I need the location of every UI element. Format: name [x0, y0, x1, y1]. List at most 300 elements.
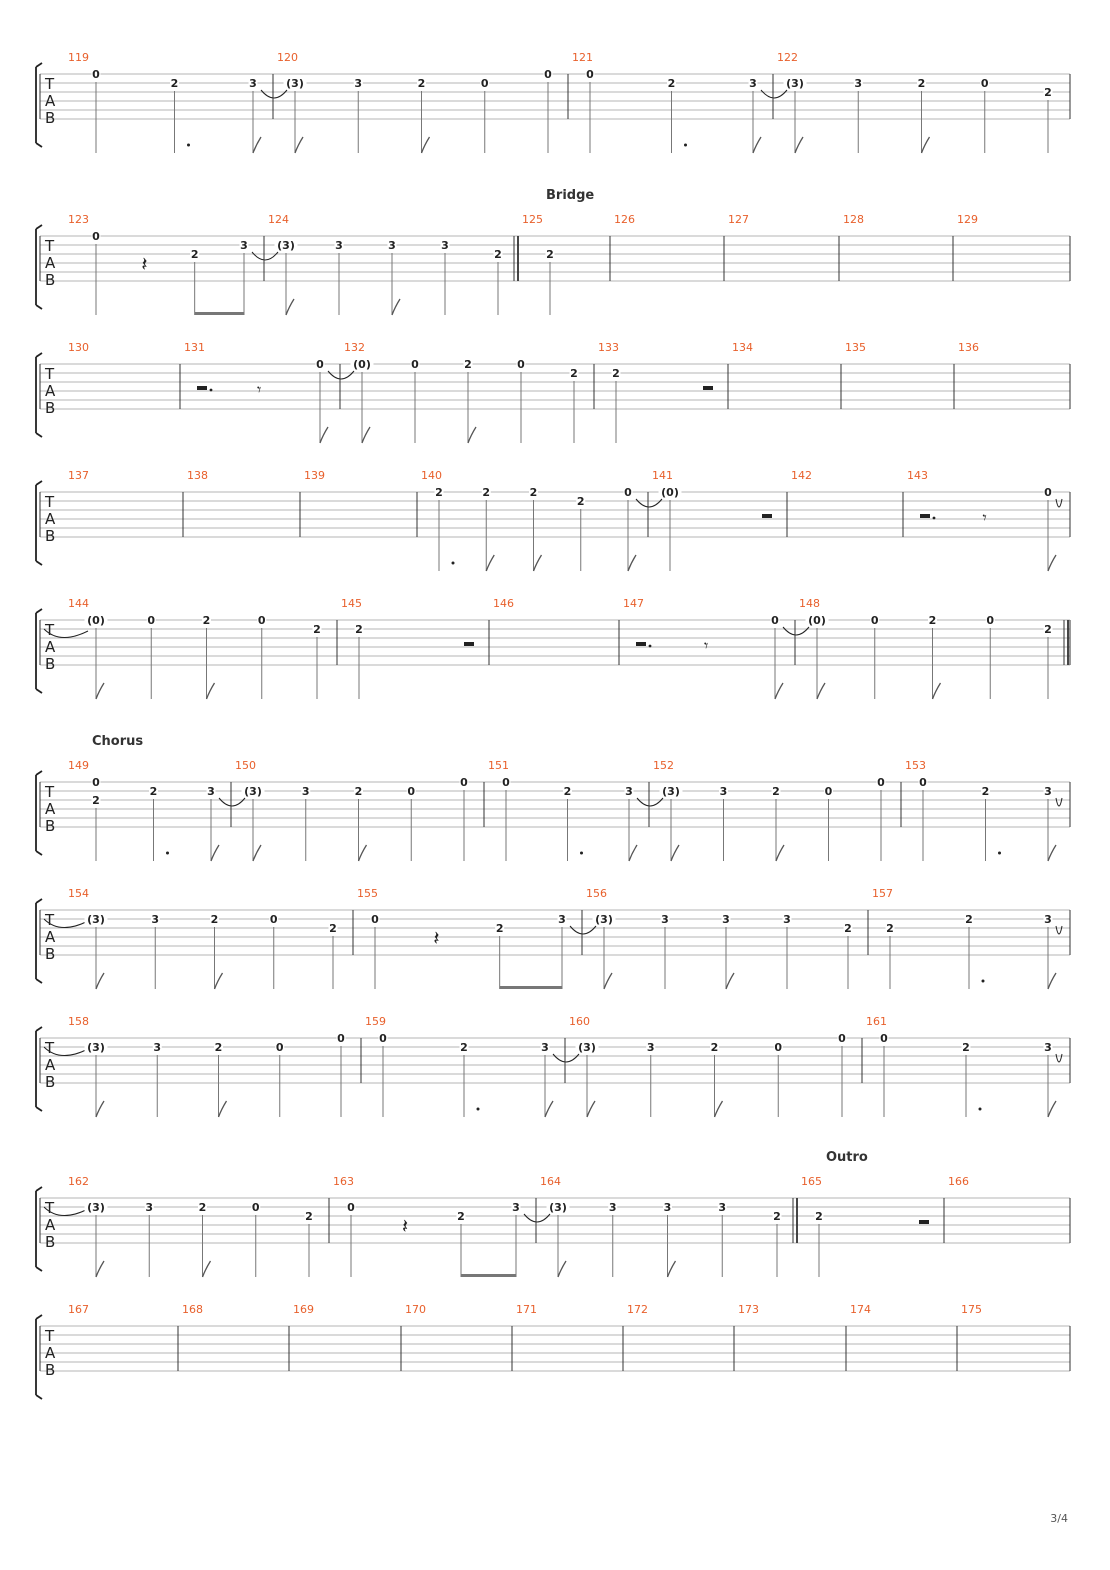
- fret-number: 2: [576, 495, 585, 508]
- fret-number: 0: [411, 358, 419, 371]
- note-flag: [211, 845, 219, 861]
- measure-number: 146: [493, 597, 514, 610]
- quarter-rest: 𝄽: [402, 1214, 409, 1238]
- note-flag: [558, 1261, 566, 1277]
- tab-system: [36, 1015, 1070, 1117]
- fret-number: 2: [917, 77, 926, 90]
- tie: [328, 371, 354, 379]
- note-flag: [286, 299, 294, 315]
- fret-number: 2: [495, 922, 504, 935]
- measure-number: 167: [68, 1303, 89, 1316]
- fret-number: 0: [774, 1041, 783, 1054]
- measure-number: 154: [68, 887, 89, 900]
- note-flag: [96, 973, 104, 989]
- tab-system: [36, 734, 1070, 861]
- fret-number: 3: [145, 1201, 154, 1214]
- fret-number: 2: [1044, 86, 1052, 99]
- tab-clef-letter: B: [45, 945, 56, 963]
- note-flag: [922, 137, 930, 153]
- measure-number: 147: [623, 597, 644, 610]
- fret-number: 2: [305, 1210, 313, 1223]
- note-flag: [775, 683, 783, 699]
- tab-system: [36, 597, 1070, 699]
- tab-clef-letter: A: [45, 1344, 56, 1362]
- system-bracket: [36, 225, 42, 309]
- note-dot: [187, 144, 190, 147]
- note-flag: [817, 683, 825, 699]
- fret-number: (3): [662, 785, 680, 798]
- fret-number: 0: [624, 486, 632, 499]
- measure-number: 139: [304, 469, 325, 482]
- note-flag: [534, 555, 542, 571]
- fret-number: 2: [313, 623, 321, 636]
- fret-number: 2: [92, 794, 100, 807]
- note-flag: [726, 973, 734, 989]
- fret-number: 3: [335, 239, 343, 252]
- system-bracket: [36, 481, 42, 565]
- tie: [636, 499, 662, 507]
- tab-clef-letter: T: [45, 1039, 55, 1057]
- system-bracket: [36, 353, 42, 437]
- measure-number: 151: [488, 759, 509, 772]
- fret-number: 3: [512, 1201, 520, 1214]
- tie: [1056, 798, 1062, 806]
- eighth-rest: 𝄾: [257, 380, 262, 399]
- measure-number: 172: [627, 1303, 648, 1316]
- fret-number: 2: [773, 1210, 781, 1223]
- fret-number: (0): [87, 614, 105, 627]
- measure-number: 131: [184, 341, 205, 354]
- measure-number: 168: [182, 1303, 203, 1316]
- fret-number: 3: [663, 1201, 672, 1214]
- measure-number: 158: [68, 1015, 89, 1028]
- tab-clef-letter: B: [45, 1233, 56, 1251]
- note-flag: [587, 1101, 595, 1117]
- fret-number: 3: [661, 913, 669, 926]
- system-bracket: [36, 1027, 42, 1111]
- fret-number: 2: [482, 486, 491, 499]
- fret-number: 2: [494, 248, 502, 261]
- measure-number: 130: [68, 341, 89, 354]
- tab-clef-letter: T: [45, 1327, 55, 1345]
- fret-number: 2: [460, 1041, 468, 1054]
- tab-system: [36, 887, 1070, 989]
- note-flag: [715, 1101, 723, 1117]
- fret-number: 2: [170, 77, 179, 90]
- tie: [261, 90, 287, 98]
- fret-number: 3: [240, 239, 248, 252]
- fret-number: 3: [388, 239, 396, 252]
- note-beam: [461, 1274, 516, 1277]
- tab-clef-letter: A: [45, 382, 56, 400]
- fret-number: 3: [354, 77, 363, 90]
- measure-number: 157: [872, 887, 893, 900]
- fret-number: 0: [824, 785, 833, 798]
- note-flag: [486, 555, 494, 571]
- half-rest: [703, 386, 713, 390]
- tab-clef-letter: T: [45, 493, 55, 511]
- fret-number: 3: [153, 1041, 162, 1054]
- fret-number: 0: [316, 358, 324, 371]
- measure-number: 153: [905, 759, 926, 772]
- fret-number: 2: [149, 785, 158, 798]
- note-flag: [215, 973, 223, 989]
- measure-number: 169: [293, 1303, 314, 1316]
- note-flag: [362, 427, 370, 443]
- fret-number: 0: [251, 1201, 260, 1214]
- note-flag: [359, 845, 367, 861]
- tab-clef-letter: T: [45, 911, 55, 929]
- measure-number: 126: [614, 213, 635, 226]
- tie: [783, 627, 809, 635]
- fret-number: 2: [210, 913, 219, 926]
- fret-number: 3: [719, 785, 728, 798]
- tab-clef-letter: T: [45, 783, 55, 801]
- fret-number: 0: [980, 77, 989, 90]
- note-dot: [477, 1108, 480, 1111]
- measure-number: 127: [728, 213, 749, 226]
- quarter-rest: 𝄽: [141, 252, 148, 276]
- fret-number: (3): [87, 913, 105, 926]
- measure-number: 125: [522, 213, 543, 226]
- fret-number: 0: [347, 1201, 355, 1214]
- measure-number: 174: [850, 1303, 871, 1316]
- half-rest: [920, 514, 930, 518]
- fret-number: 0: [371, 913, 379, 926]
- fret-number: 0: [92, 776, 100, 789]
- half-rest: [464, 642, 474, 646]
- measure-number: 120: [277, 51, 298, 64]
- note-flag: [1048, 1101, 1056, 1117]
- note-flag: [1048, 555, 1056, 571]
- fret-number: (3): [277, 239, 295, 252]
- tab-clef-letter: B: [45, 1073, 56, 1091]
- fret-number: 3: [151, 913, 160, 926]
- fret-number: 0: [502, 776, 510, 789]
- fret-number: 2: [928, 614, 937, 627]
- measure-number: 140: [421, 469, 442, 482]
- fret-number: 3: [207, 785, 215, 798]
- note-flag: [392, 299, 400, 315]
- eighth-rest: 𝄾: [704, 636, 709, 655]
- fret-number: 2: [435, 486, 443, 499]
- fret-number: 0: [480, 77, 489, 90]
- fret-number: 2: [354, 785, 363, 798]
- fret-number: 3: [722, 913, 730, 926]
- note-flag: [295, 137, 303, 153]
- tab-system: [36, 469, 1070, 571]
- fret-number: 3: [646, 1041, 655, 1054]
- fret-number: 2: [190, 248, 199, 261]
- fret-number: 0: [771, 614, 779, 627]
- fret-number: 0: [147, 614, 156, 627]
- measure-number: 155: [357, 887, 378, 900]
- fret-number: 0: [407, 785, 416, 798]
- measure-number: 141: [652, 469, 673, 482]
- tab-clef-letter: T: [45, 237, 55, 255]
- fret-number: 0: [517, 358, 525, 371]
- fret-number: 0: [986, 614, 995, 627]
- tab-clef-letter: A: [45, 510, 56, 528]
- fret-number: 3: [1044, 785, 1052, 798]
- measure-number: 134: [732, 341, 753, 354]
- note-dot: [979, 1108, 982, 1111]
- fret-number: 0: [877, 776, 885, 789]
- measure-number: 124: [268, 213, 289, 226]
- fret-number: (3): [595, 913, 613, 926]
- measure-number: 123: [68, 213, 89, 226]
- fret-number: (3): [286, 77, 304, 90]
- tab-system: [36, 188, 1070, 315]
- tab-clef-letter: A: [45, 254, 56, 272]
- tie: [761, 90, 787, 98]
- measure-number: 121: [572, 51, 593, 64]
- fret-number: 3: [541, 1041, 549, 1054]
- tab-clef-letter: T: [45, 75, 55, 93]
- tie: [524, 1214, 550, 1222]
- fret-number: 0: [92, 68, 100, 81]
- fret-number: 2: [962, 1041, 970, 1054]
- fret-number: 0: [269, 913, 278, 926]
- half-rest: [197, 386, 207, 390]
- tab-clef-letter: A: [45, 638, 56, 656]
- tab-clef-letter: B: [45, 817, 56, 835]
- tab-system: [36, 341, 1070, 443]
- section-label: Bridge: [546, 188, 595, 203]
- note-flag: [219, 1101, 227, 1117]
- measure-number: 137: [68, 469, 89, 482]
- measure-number: 138: [187, 469, 208, 482]
- tab-clef-letter: B: [45, 109, 56, 127]
- fret-number: 2: [886, 922, 894, 935]
- fret-number: 2: [198, 1201, 207, 1214]
- measure-number: 164: [540, 1175, 561, 1188]
- fret-number: (3): [786, 77, 804, 90]
- fret-number: 2: [329, 922, 337, 935]
- tab-system: [36, 1303, 1070, 1399]
- half-rest: [762, 514, 772, 518]
- note-beam: [195, 312, 244, 315]
- fret-number: 2: [965, 913, 973, 926]
- fret-number: 2: [417, 77, 426, 90]
- fret-number: 0: [379, 1032, 387, 1045]
- fret-number: 2: [546, 248, 554, 261]
- measure-number: 161: [866, 1015, 887, 1028]
- fret-number: 2: [214, 1041, 223, 1054]
- fret-number: (3): [87, 1041, 105, 1054]
- fret-number: 3: [1044, 1041, 1052, 1054]
- measure-number: 166: [948, 1175, 969, 1188]
- measure-number: 152: [653, 759, 674, 772]
- note-flag: [253, 845, 261, 861]
- tab-clef-letter: B: [45, 1361, 56, 1379]
- half-rest: [919, 1220, 929, 1224]
- measure-number: 132: [344, 341, 365, 354]
- note-flag: [629, 845, 637, 861]
- tab-system: [36, 51, 1070, 153]
- fret-number: 0: [92, 230, 100, 243]
- note-dot: [580, 852, 583, 855]
- fret-number: 2: [457, 1210, 465, 1223]
- fret-number: 3: [441, 239, 449, 252]
- measure-number: 144: [68, 597, 89, 610]
- measure-number: 150: [235, 759, 256, 772]
- note-flag: [96, 1261, 104, 1277]
- note-dot: [166, 852, 169, 855]
- fret-number: (0): [353, 358, 371, 371]
- measure-number: 160: [569, 1015, 590, 1028]
- fret-number: 2: [815, 1210, 823, 1223]
- rest-dot: [933, 517, 936, 520]
- note-flag: [1048, 845, 1056, 861]
- tab-system: [36, 1150, 1070, 1277]
- tie: [252, 252, 278, 260]
- measure-number: 145: [341, 597, 362, 610]
- note-flag: [776, 845, 784, 861]
- fret-number: 2: [563, 785, 572, 798]
- page-number: 3/4: [1050, 1512, 1068, 1525]
- note-flag: [933, 683, 941, 699]
- fret-number: 0: [880, 1032, 888, 1045]
- tab-clef-letter: B: [45, 271, 56, 289]
- fret-number: 3: [1044, 913, 1052, 926]
- fret-number: 3: [854, 77, 863, 90]
- fret-number: 2: [355, 623, 363, 636]
- note-flag: [253, 137, 261, 153]
- system-bracket: [36, 1187, 42, 1271]
- note-flag: [668, 1261, 676, 1277]
- note-flag: [628, 555, 636, 571]
- fret-number: 2: [612, 367, 620, 380]
- half-rest: [636, 642, 646, 646]
- fret-number: 2: [202, 614, 211, 627]
- fret-number: 0: [1044, 486, 1052, 499]
- fret-number: 0: [337, 1032, 345, 1045]
- tie: [637, 798, 663, 806]
- fret-number: 2: [772, 785, 780, 798]
- system-bracket: [36, 63, 42, 147]
- fret-number: (0): [808, 614, 826, 627]
- measure-number: 162: [68, 1175, 89, 1188]
- note-flag: [203, 1261, 211, 1277]
- rest-dot: [649, 645, 652, 648]
- measure-number: 128: [843, 213, 864, 226]
- fret-number: 3: [558, 913, 566, 926]
- note-dot: [452, 562, 455, 565]
- tab-clef-letter: A: [45, 1056, 56, 1074]
- note-flag: [545, 1101, 553, 1117]
- note-flag: [604, 973, 612, 989]
- measure-number: 133: [598, 341, 619, 354]
- fret-number: 3: [249, 77, 257, 90]
- tie: [219, 798, 245, 806]
- section-label: Outro: [826, 1150, 868, 1165]
- tab-clef-letter: A: [45, 800, 56, 818]
- measure-number: 129: [957, 213, 978, 226]
- fret-number: 0: [460, 776, 468, 789]
- fret-number: 2: [710, 1041, 719, 1054]
- fret-number: 2: [529, 486, 538, 499]
- fret-number: 3: [749, 77, 757, 90]
- measure-number: 135: [845, 341, 866, 354]
- fret-number: 0: [870, 614, 879, 627]
- tie: [1056, 1054, 1062, 1062]
- measure-number: 175: [961, 1303, 982, 1316]
- measure-number: 156: [586, 887, 607, 900]
- fret-number: 2: [464, 358, 472, 371]
- measure-number: 148: [799, 597, 820, 610]
- measure-number: 165: [801, 1175, 822, 1188]
- measure-number: 159: [365, 1015, 386, 1028]
- fret-number: 3: [301, 785, 310, 798]
- fret-number: 2: [667, 77, 676, 90]
- fret-number: (3): [87, 1201, 105, 1214]
- fret-number: 3: [718, 1201, 727, 1214]
- tab-clef-letter: A: [45, 928, 56, 946]
- tie: [1056, 926, 1062, 934]
- measure-number: 173: [738, 1303, 759, 1316]
- tab-clef-letter: B: [45, 399, 56, 417]
- tab-clef-letter: T: [45, 621, 55, 639]
- system-bracket: [36, 771, 42, 855]
- fret-number: 0: [544, 68, 552, 81]
- note-dot: [982, 980, 985, 983]
- fret-number: 2: [981, 785, 990, 798]
- measure-number: 170: [405, 1303, 426, 1316]
- system-bracket: [36, 1315, 42, 1399]
- tie: [1056, 499, 1062, 507]
- system-bracket: [36, 609, 42, 693]
- measure-number: 136: [958, 341, 979, 354]
- measure-number: 143: [907, 469, 928, 482]
- fret-number: 3: [625, 785, 633, 798]
- note-beam: [500, 986, 562, 989]
- fret-number: 0: [919, 776, 927, 789]
- tab-clef-letter: A: [45, 1216, 56, 1234]
- fret-number: 2: [844, 922, 852, 935]
- fret-number: (0): [661, 486, 679, 499]
- fret-number: 2: [1044, 623, 1052, 636]
- note-flag: [96, 683, 104, 699]
- tab-clef-letter: A: [45, 92, 56, 110]
- quarter-rest: 𝄽: [433, 926, 440, 950]
- note-flag: [795, 137, 803, 153]
- fret-number: 0: [838, 1032, 846, 1045]
- note-dot: [998, 852, 1001, 855]
- tab-clef-letter: T: [45, 1199, 55, 1217]
- tie: [553, 1054, 579, 1062]
- note-flag: [1048, 973, 1056, 989]
- note-flag: [468, 427, 476, 443]
- note-flag: [422, 137, 430, 153]
- tab-clef-letter: B: [45, 655, 56, 673]
- rest-dot: [210, 389, 213, 392]
- note-flag: [207, 683, 215, 699]
- tie: [570, 926, 596, 934]
- note-dot: [684, 144, 687, 147]
- measure-number: 171: [516, 1303, 537, 1316]
- note-flag: [320, 427, 328, 443]
- tab-clef-letter: B: [45, 527, 56, 545]
- fret-number: 3: [783, 913, 791, 926]
- note-flag: [671, 845, 679, 861]
- section-label: Chorus: [92, 734, 144, 749]
- eighth-rest: 𝄾: [982, 508, 987, 527]
- note-flag: [96, 1101, 104, 1117]
- note-flag: [753, 137, 761, 153]
- measure-number: 163: [333, 1175, 354, 1188]
- measure-number: 119: [68, 51, 89, 64]
